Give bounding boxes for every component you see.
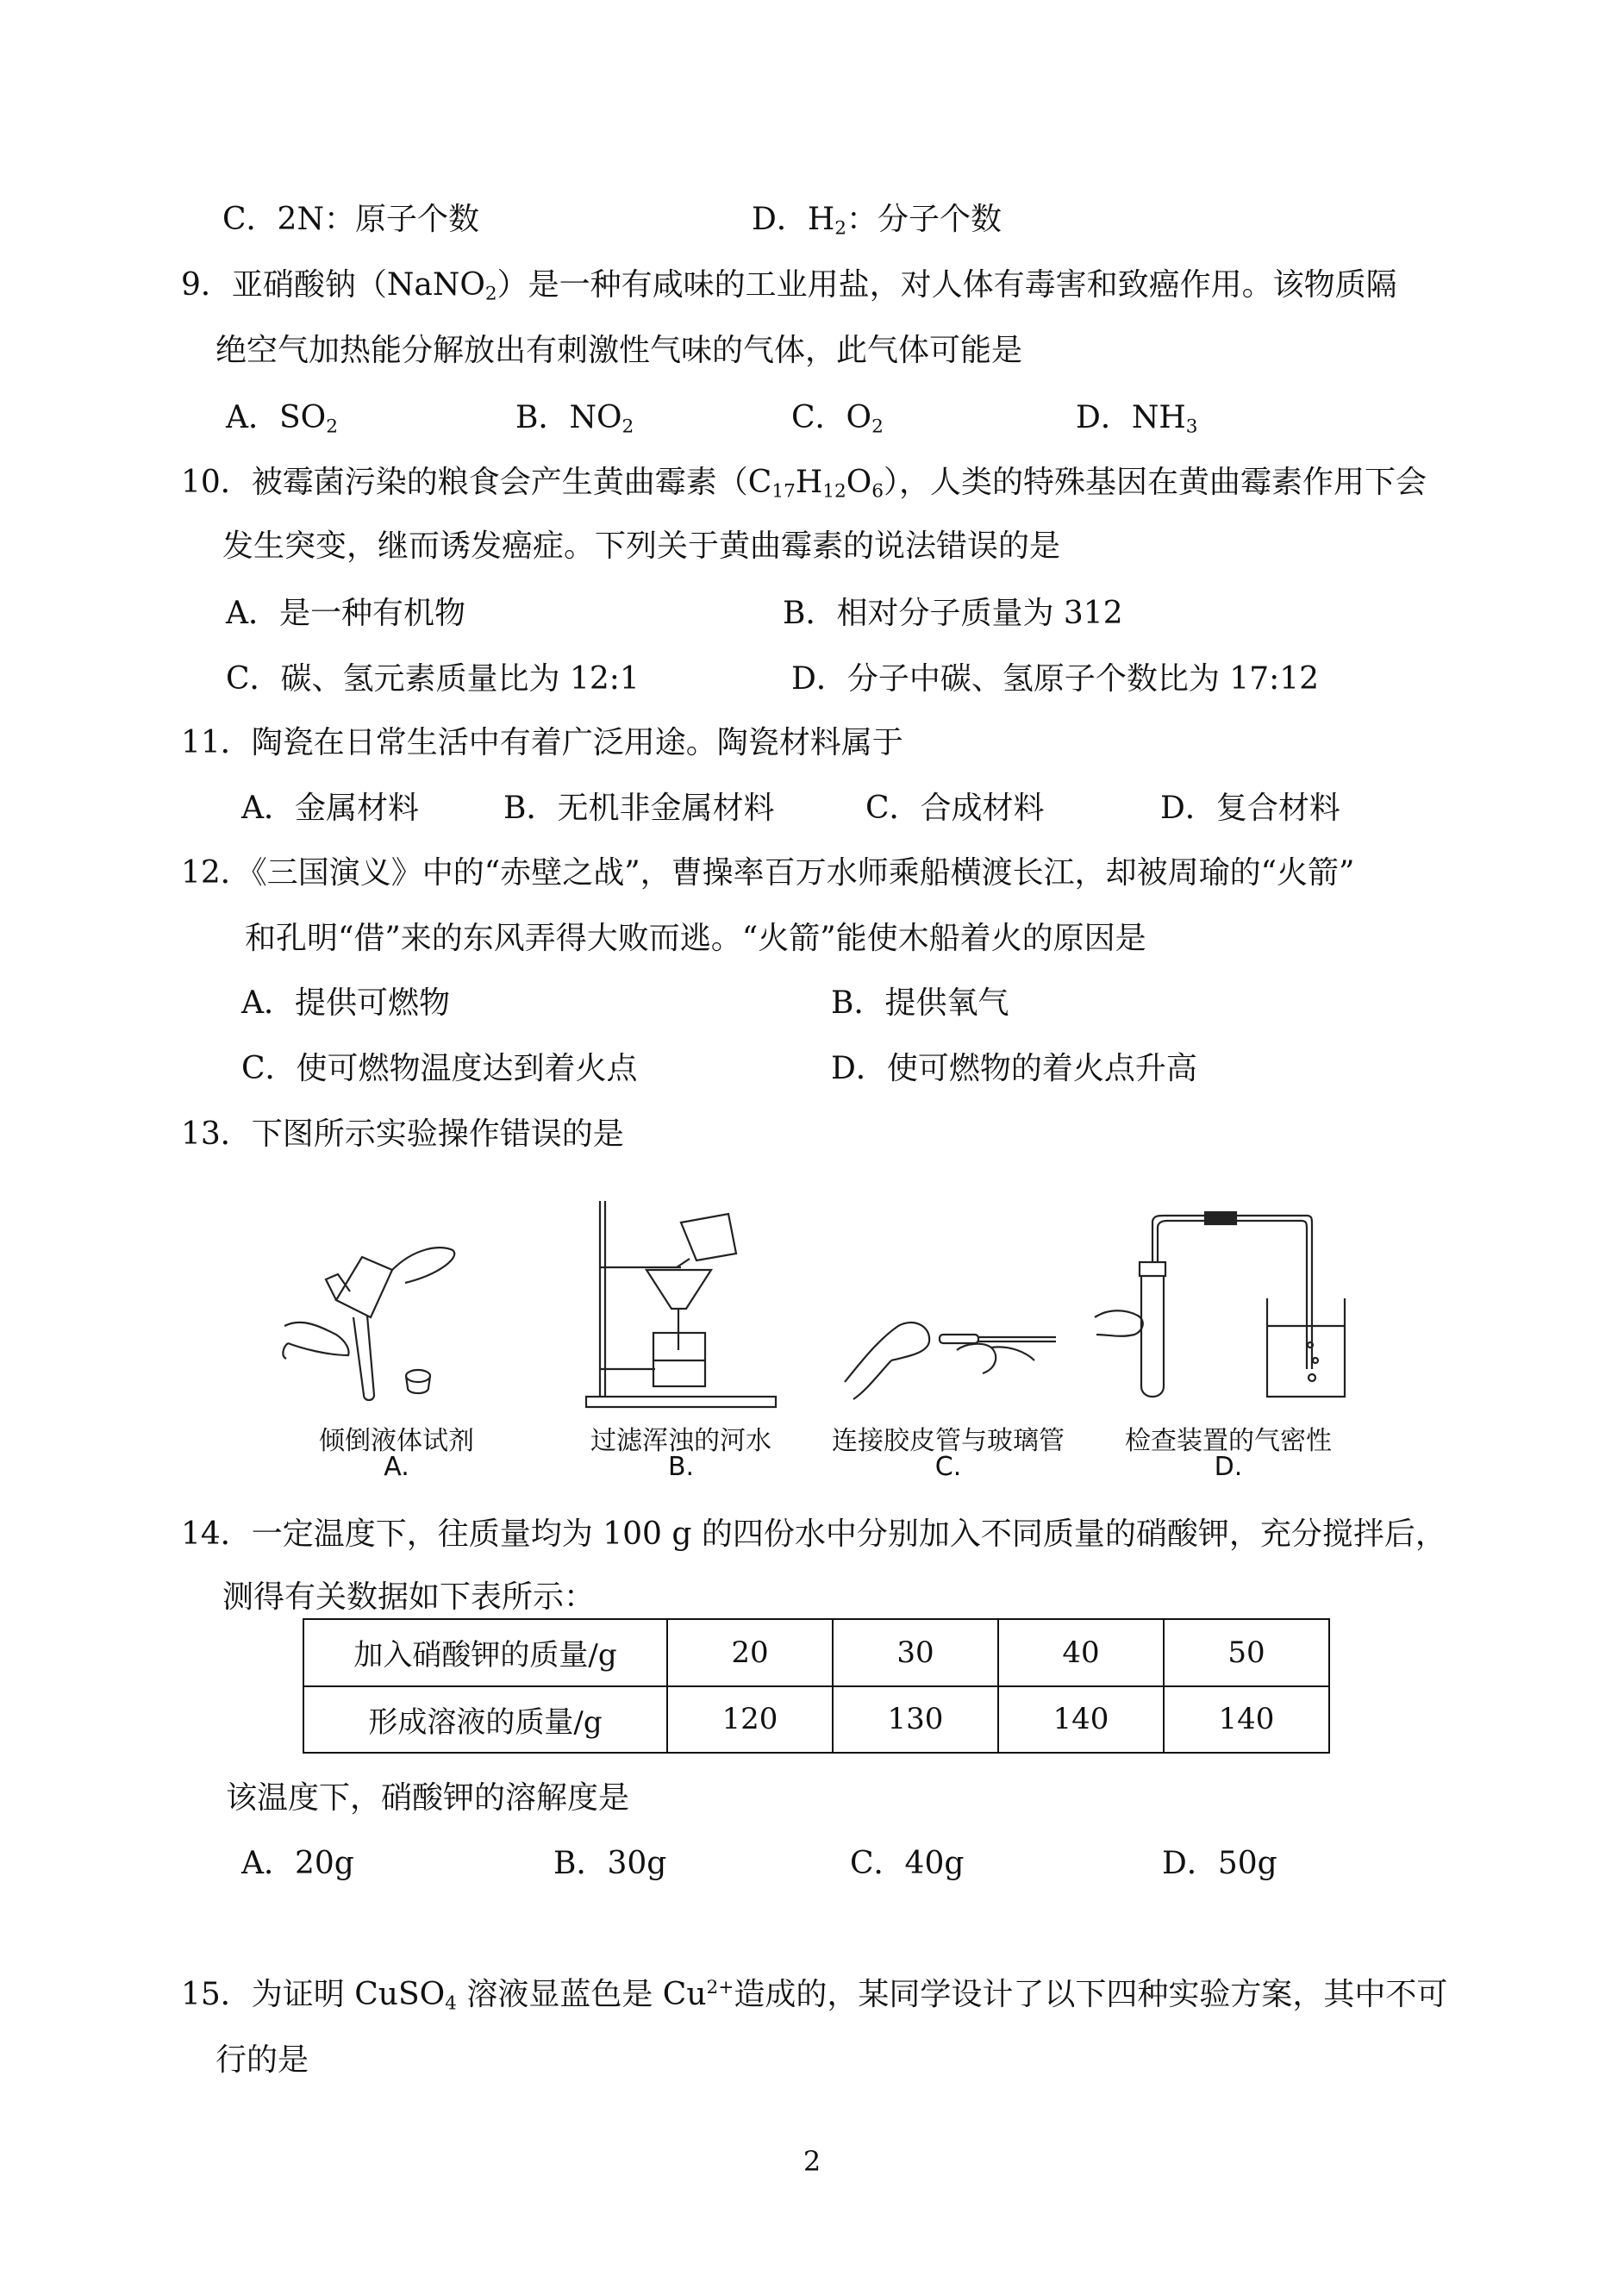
q10-option-b: B．相对分子质量为 312 — [783, 596, 1123, 631]
connect-tube-illustration — [819, 1197, 1077, 1412]
panel-a-caption: 倾倒液体试剂 — [319, 1426, 474, 1456]
q14-question: 该温度下，硝酸钾的溶解度是 — [226, 1780, 630, 1816]
q11-option-a: A．金属材料 — [241, 791, 419, 826]
panel-a-letter: A. — [384, 1452, 409, 1482]
panel-filtration — [552, 1197, 810, 1490]
q10-sub-h: 12 — [822, 480, 846, 503]
q8-option-c: C．2N：原子个数 — [222, 202, 479, 237]
panel-c-letter: C. — [934, 1452, 962, 1482]
q9-option-c-text: C．O — [791, 400, 872, 435]
panel-c-caption: 连接胶皮管与玻璃管 — [832, 1426, 1065, 1456]
panel-pour-liquid — [267, 1197, 526, 1490]
q15-stem-mid: 溶液显蓝色是 Cu — [456, 1977, 707, 2012]
q11-option-b: B．无机非金属材料 — [503, 791, 775, 826]
q15-stem-line2: 行的是 — [215, 2042, 309, 2078]
q8-option-d — [752, 202, 1003, 240]
panel-connect-tube — [819, 1197, 1077, 1490]
q9-stem-line1 — [181, 267, 1397, 305]
q10-sub-c: 17 — [771, 480, 796, 503]
q10-stem-line2: 发生突变，继而诱发癌症。下列关于黄曲霉素的说法错误的是 — [222, 528, 1061, 564]
q10-option-d: D．分子中碳、氢原子个数比为 17:12 — [791, 661, 1320, 697]
q14-option-b: B．30g — [553, 1846, 667, 1881]
q10-stem-line1 — [181, 465, 1427, 503]
q10-option-c: C．碳、氢元素质量比为 12:1 — [226, 661, 640, 697]
panel-d-letter: D. — [1214, 1452, 1243, 1482]
q8-option-d-sub: 2 — [834, 217, 847, 240]
q11-option-c: C．合成材料 — [865, 791, 1045, 826]
panel-d-caption: 检查装置的气密性 — [1125, 1426, 1332, 1456]
panel-b-letter: B. — [667, 1452, 695, 1482]
q9-option-c-sub: 2 — [871, 416, 884, 438]
q9-stem-line1-post: ）是一种有咸味的工业用盐，对人体有毒害和致癌作用。该物质隔 — [497, 267, 1397, 303]
q12-option-b: B．提供氧气 — [831, 985, 1009, 1021]
q15-sup: 2+ — [706, 1977, 734, 1999]
q15-stem-post: 造成的，某同学设计了以下四种实验方案，其中不可 — [734, 1977, 1448, 2012]
q10-h: H — [795, 465, 823, 500]
table-cell: 120 — [667, 1686, 833, 1754]
q10-stem-post: ），人类的特殊基因在黄曲霉素作用下会 — [884, 465, 1427, 500]
kno3-data-table — [303, 1618, 1330, 1754]
q10-option-a: A．是一种有机物 — [226, 596, 465, 631]
q11-stem: 11．陶瓷在日常生活中有着广泛用途。陶瓷材料属于 — [181, 725, 903, 760]
filtration-illustration — [552, 1197, 810, 1412]
table-cell: 50 — [1164, 1619, 1329, 1686]
q11-option-d: D．复合材料 — [1160, 791, 1340, 826]
q10-sub-o: 6 — [871, 480, 884, 503]
table-cell: 40 — [998, 1619, 1164, 1686]
q9-option-a-text: A．SO — [226, 400, 327, 435]
table-cell: 140 — [1164, 1686, 1329, 1754]
q15-stem-line1 — [181, 1977, 1448, 2015]
q9-option-d — [1076, 400, 1198, 438]
q9-option-b-sub: 2 — [621, 416, 634, 438]
pour-liquid-illustration — [267, 1197, 526, 1412]
lab-operations-figure — [267, 1197, 1379, 1490]
table-row — [303, 1686, 1329, 1754]
q9-option-d-sub: 3 — [1185, 416, 1198, 438]
q9-option-b-text: B．NO — [515, 400, 622, 435]
table-row — [303, 1619, 1329, 1686]
q12-stem-line1: 12．《三国演义》中的“赤壁之战”，曹操率百万水师乘船横渡长江，却被周瑜的“火箭” — [181, 855, 1355, 891]
table-row-label: 加入硝酸钾的质量/g — [303, 1619, 667, 1686]
q8-option-d-text: D．H — [752, 202, 835, 237]
q9-stem-line1-sub: 2 — [484, 283, 497, 305]
table-row-label: 形成溶液的质量/g — [303, 1686, 667, 1754]
table-cell: 30 — [833, 1619, 998, 1686]
q15-stem-pre: 15．为证明 CuSO — [181, 1977, 446, 2012]
q14-option-c: C．40g — [850, 1846, 965, 1881]
airtightness-illustration — [1086, 1197, 1379, 1412]
q10-o: O — [846, 465, 872, 500]
panel-b-caption: 过滤浑浊的河水 — [590, 1426, 771, 1456]
q12-stem-line2: 和孔明“借”来的东风弄得大败而逃。“火箭”能使木船着火的原因是 — [245, 921, 1146, 956]
q9-option-c — [791, 400, 884, 438]
q8-option-d-post: ：分子个数 — [846, 202, 1003, 237]
q14-stem-line2: 测得有关数据如下表所示： — [222, 1579, 596, 1615]
q14-option-d: D．50g — [1162, 1846, 1277, 1881]
q12-option-a: A．提供可燃物 — [241, 985, 450, 1021]
q15-sub: 4 — [445, 1992, 457, 2015]
q9-stem-line2: 绝空气加热能分解放出有刺激性气味的气体，此气体可能是 — [215, 333, 1023, 368]
q9-option-a — [226, 400, 338, 438]
q9-option-b — [515, 400, 634, 438]
q12-option-d: D．使可燃物的着火点升高 — [831, 1051, 1197, 1086]
table-cell: 130 — [833, 1686, 998, 1754]
q12-option-c: C．使可燃物温度达到着火点 — [241, 1051, 638, 1086]
q9-option-d-text: D．NH — [1076, 400, 1186, 435]
page-number: 2 — [803, 2145, 821, 2178]
q13-stem: 13．下图所示实验操作错误的是 — [181, 1116, 624, 1152]
table-cell: 140 — [998, 1686, 1164, 1754]
q9-option-a-sub: 2 — [326, 416, 338, 438]
q10-stem-pre: 10．被霉菌污染的粮食会产生黄曲霉素（C — [181, 465, 772, 500]
table-cell: 20 — [667, 1619, 833, 1686]
q14-option-a: A．20g — [241, 1846, 354, 1881]
panel-airtightness — [1086, 1197, 1345, 1490]
q9-stem-line1-pre: 9．亚硝酸钠（NaNO — [181, 267, 485, 303]
q14-stem-line1: 14．一定温度下，往质量均为 100 g 的四份水中分别加入不同质量的硝酸钾，充分搅拌后， — [181, 1516, 1446, 1552]
